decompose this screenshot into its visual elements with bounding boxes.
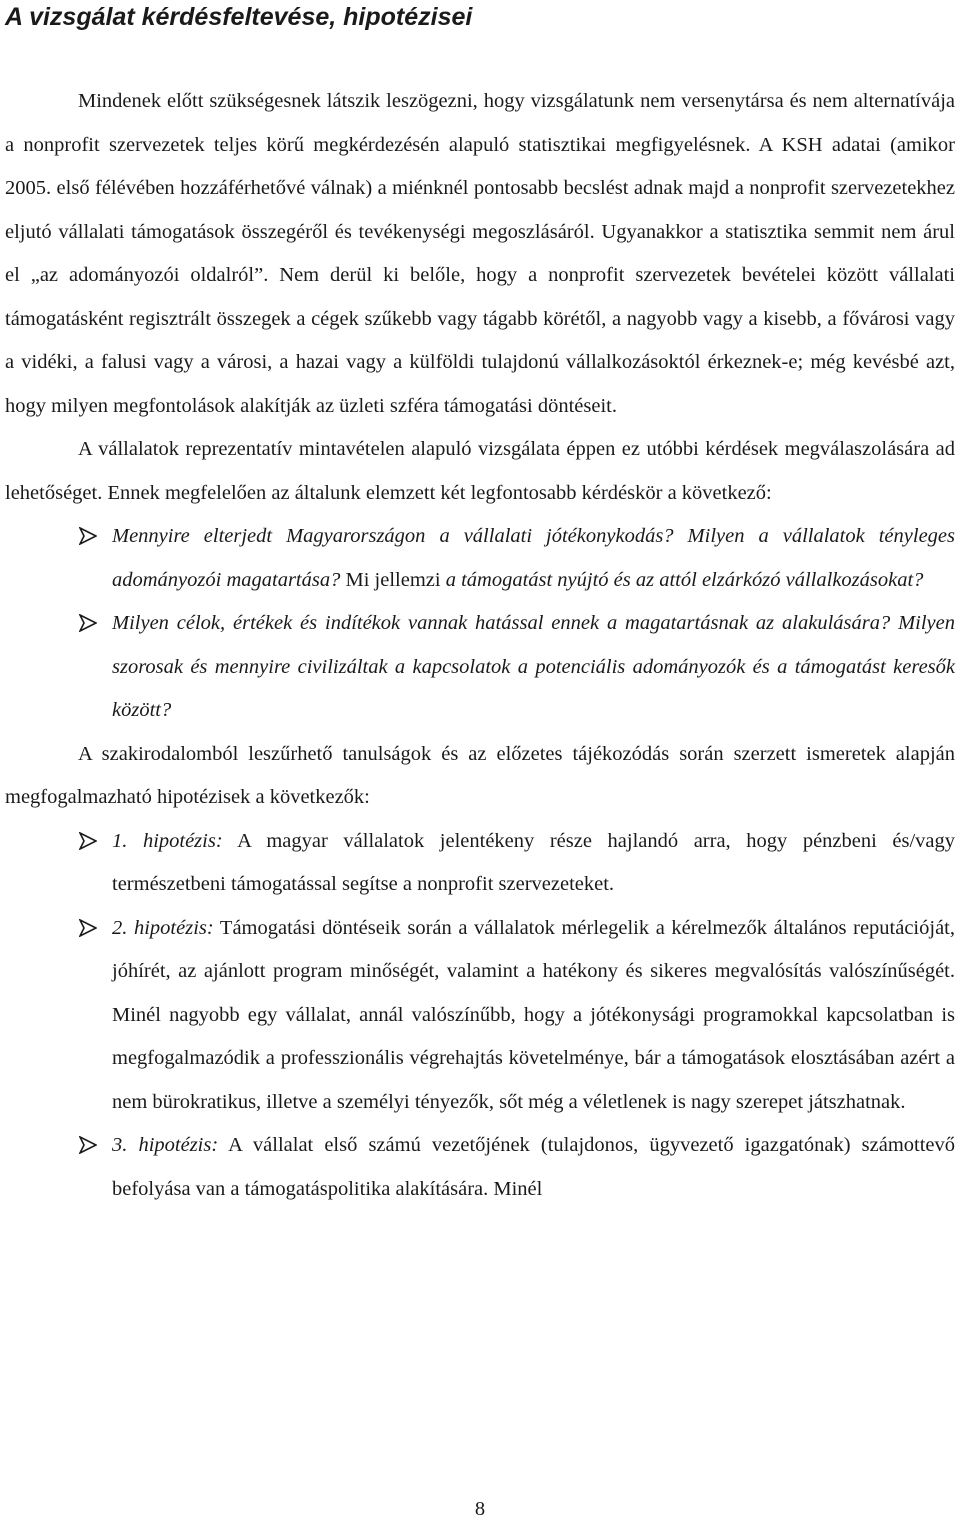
section-title: A vizsgálat kérdésfeltevése, hipotézisei (5, 3, 473, 31)
list-item (5, 907, 955, 1125)
paragraph-hypotheses-intro: A szakirodalomból leszűrhető tanulságok és az előzetes tájékozódás során szerzett ismeretek alapján megfogalmazható hipotézisek a következők: (5, 742, 955, 808)
question-text: Milyen célok, értékek és indítékok vannak hatással ennek a magatartásnak az alakulására? Milyen szorosak és mennyire civilizáltak a kapcsolatok a potenciális adományozók és a támogatást keresők között? (112, 612, 955, 721)
question-text: a támogatást nyújtó és az attól elzárkózó vállalkozásokat? (445, 568, 924, 591)
hypothesis-label: 3. hipotézis: (112, 1134, 219, 1156)
arrow-bullet-icon (79, 602, 99, 645)
list-item (5, 820, 955, 907)
question-text: Mi jellemzi (340, 568, 446, 591)
arrow-bullet-icon (79, 907, 99, 950)
hypothesis-label: 1. hipotézis: (112, 829, 223, 852)
page-number: 8 (474, 1498, 486, 1520)
hypothesis-list (5, 820, 955, 1212)
hypothesis-text: A magyar vállalatok jelentékeny része hajlandó arra, hogy pénzbeni és/vagy természetbeni támogatással segítse a nonprofit szervezeteket. (112, 829, 955, 895)
paragraph-research-questions: A vállalatok reprezentatív mintavételen alapuló vizsgálata éppen ez utóbbi kérdések megválaszolására ad lehetőséget. Ennek megfelelően az általunk elemzett két legfontosabb kérdéskör a következő: (5, 438, 955, 504)
arrow-bullet-icon (79, 515, 99, 558)
arrow-bullet-icon (79, 820, 99, 863)
question-text: Mennyire elterjedt Magyarországon a vállalati jótékonykodás? Milyen a vállalatok tényleges adományozói magatartása? (112, 525, 955, 591)
document-page (5, 0, 955, 1211)
hypothesis-text: Támogatási döntéseik során a vállalatok mérlegelik a kérelmezők általános reputációját, jóhírét, az ajánlott program minőségét, valamint a hatékony és sikeres megvalósítás valószínűségét. Minél nagyobb egy vállalat, annál valószínűbb, hogy a jótékonysági programokkal kapcsolatban is megfogalmazódik a professzionális végrehajtás követelménye, bár a támogatások elosztásában azért a nem bürokratikus, illetve a személyi tényezők, sőt még a véletlenek is nagy szerepet játszhatnak. (112, 916, 955, 1113)
list-item (5, 515, 955, 602)
arrow-bullet-icon (79, 1124, 99, 1167)
intro-paragraph: Mindenek előtt szükségesnek látszik leszögezni, hogy vizsgálatunk nem versenytársa és nem alternatívája a nonprofit szervezetek teljes körű megkérdezésén alapuló statisztikai megfigyelésnek. A KSH adatai (amikor 2005. első félévében hozzáférhetővé válnak) a miénknél pontosabb becslést adnak majd a nonprofit szervezetekhez eljutó vállalati támogatások összegéről és tevékenységi megoszlásáról. Ugyanakkor a statisztika semmit nem árul el „az adományozói oldalról”. Nem derül ki belőle, hogy a nonprofit szervezetek bevételei között vállalati támogatásként regisztrált összegek a cégek szűkebb vagy tágabb körétől, a nagyobb vagy a kisebb, a fővárosi vagy a vidéki, a falusi vagy a városi, a hazai vagy a külföldi tulajdonú vállalkozásoktól érkeznek-e; még kevésbé azt, hogy milyen megfontolások alakítják az üzleti szféra támogatási döntéseit. (5, 90, 955, 417)
hypothesis-label: 2. hipotézis: (112, 916, 214, 939)
question-list (5, 515, 955, 733)
hypothesis-text: A vállalat első számú vezetőjének (tulajdonos, ügyvezető igazgatónak) számottevő befolyása van a támogatáspolitika alakítására. Minél (112, 1134, 955, 1200)
list-item (5, 1124, 955, 1211)
list-item (5, 602, 955, 733)
